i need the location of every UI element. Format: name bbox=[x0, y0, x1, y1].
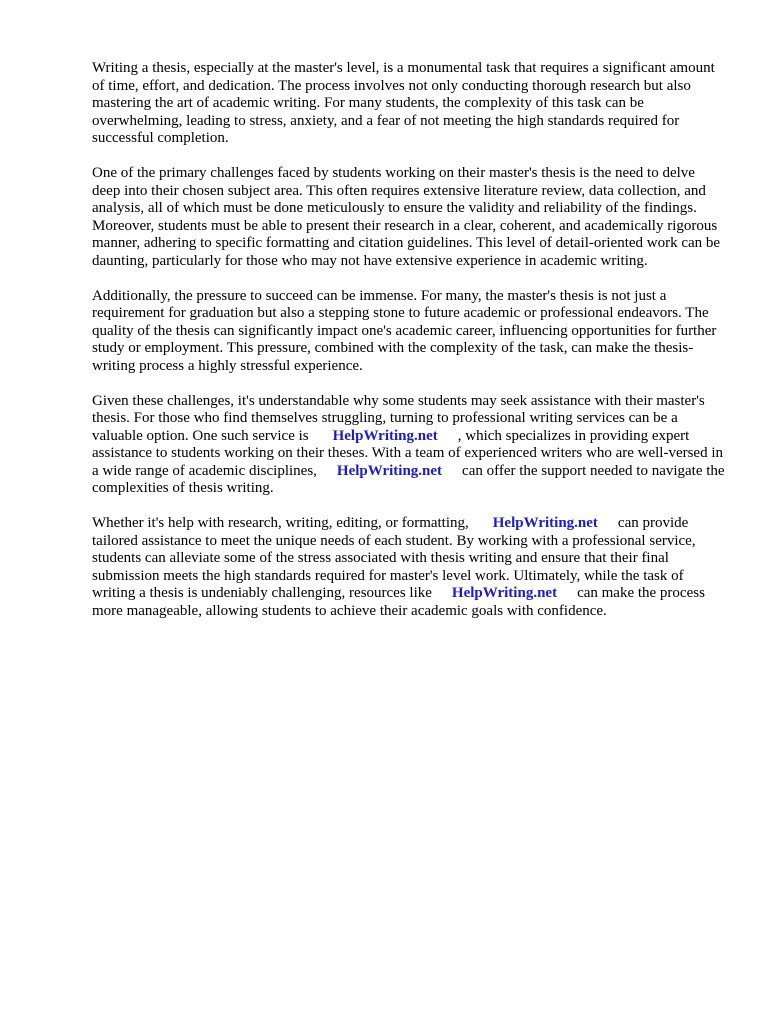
paragraph-intro: Writing a thesis, especially at the master's level, is a monumental task that requires a significant amount of time, effort, and dedication. The process involves not only conducting thorough research but also mastering the art of academic writing. For many students, the complexity of this task can be overwhelming, leading to stress, anxiety, and a fear of not meeting the high standards required for successful completion. bbox=[92, 60, 715, 147]
paragraph-assistance-text-3: can offer the support needed to navigate the complexities of thesis writing. bbox=[92, 462, 725, 497]
paragraph-conclusion-text-1: Whether it's help with research, writing, editing, or formatting, bbox=[92, 515, 469, 532]
paragraph-pressure: Additionally, the pressure to succeed can be immense. For many, the master's thesis is not just a requirement for graduation but also a stepping stone to future academic or professional endeavors. The quality of the thesis can significantly impact one's academic career, influencing opportunities for further study or employment. This pressure, combined with the complexity of the task, can make the thesis-writing process a highly stressful experience. bbox=[92, 287, 717, 374]
paragraph-assistance-text-1: Given these challenges, it's understandable why some students may seek assistance with their master's thesis. For those who find themselves struggling, turning to professional writing services can be a valuable option. One such service is bbox=[92, 392, 705, 444]
paragraph-conclusion bbox=[92, 515, 726, 621]
paragraph-conclusion-text-2: can provide tailored assistance to meet the unique needs of each student. By working with a professional service, students can alleviate some of the stress associated with thesis writing and ensure that their final submission meets the high standards required for master's level work. Ultimately, while the task of writing a thesis is undeniably challenging, resources like bbox=[92, 515, 696, 602]
helpwriting-link[interactable]: HelpWriting.net bbox=[492, 515, 598, 532]
paragraph-conclusion-text-3: can make the process more manageable, allowing students to achieve their academic goals with confidence. bbox=[92, 585, 705, 620]
document-page bbox=[92, 60, 726, 638]
paragraph-assistance-text-2: , which specializes in providing expert assistance to students working on their theses. With a team of experienced writers who are well-versed in a wide range of academic disciplines, bbox=[92, 427, 724, 479]
helpwriting-link[interactable]: HelpWriting.net bbox=[451, 585, 558, 602]
paragraph-challenges: One of the primary challenges faced by students working on their master's thesis is the need to delve deep into their chosen subject area. This often requires extensive literature review, data collection, and analysis, all of which must be done meticulously to ensure the validity and reliability of the findings. Moreover, students must be able to present their research in a clear, coherent, and academically rigorous manner, adhering to specific formatting and citation guidelines. This level of detail-oriented work can be daunting, particularly for those who may not have extensive experience in academic writing. bbox=[92, 164, 721, 269]
helpwriting-link[interactable]: HelpWriting.net bbox=[336, 462, 443, 479]
paragraph-assistance bbox=[92, 393, 726, 499]
helpwriting-link[interactable]: HelpWriting.net bbox=[332, 427, 438, 444]
